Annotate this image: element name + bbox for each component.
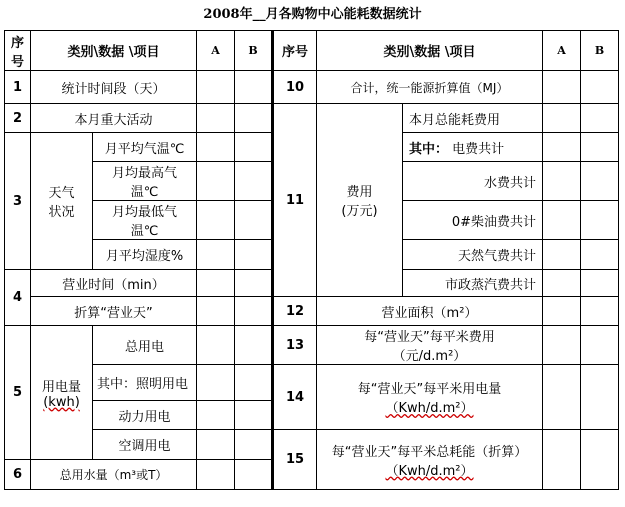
row-number: 2 [5, 104, 31, 133]
row-number: 6 [5, 460, 31, 490]
cell-a[interactable] [543, 162, 581, 201]
cell-a[interactable] [543, 297, 581, 326]
cell-a[interactable] [543, 365, 581, 430]
row-label: 总用电 [93, 326, 197, 365]
header-item-left: 类别\数据 \项目 [31, 31, 197, 71]
cell-b[interactable] [581, 104, 619, 133]
row-group-label: 用电量 (kwh) [31, 326, 93, 460]
cell-b[interactable] [235, 460, 273, 490]
cell-a[interactable] [543, 104, 581, 133]
row-label: 本月总能耗费用 [403, 104, 543, 133]
cell-a[interactable] [197, 240, 235, 270]
cell-b[interactable] [581, 162, 619, 201]
cell-b[interactable] [581, 133, 619, 162]
row-label: 每“营业天”每平米用电量 （Kwh/d.m²） [317, 365, 543, 430]
row-number: 13 [273, 326, 317, 365]
cell-a[interactable] [197, 430, 235, 460]
header-seq-right: 序号 [273, 31, 317, 71]
header-b-left: B [235, 31, 273, 71]
cell-b[interactable] [235, 365, 273, 401]
cell-a[interactable] [543, 270, 581, 297]
cell-a[interactable] [197, 133, 235, 162]
cell-b[interactable] [235, 326, 273, 365]
cell-b[interactable] [581, 365, 619, 430]
row-label: 每“营业天”每平米总耗能（折算） （Kwh/d.m²） [317, 430, 543, 490]
cell-a[interactable] [197, 326, 235, 365]
row-label: 其中： 电费共计 [403, 133, 543, 162]
header-b-right: B [581, 31, 619, 71]
header-seq-left: 序号 [5, 31, 31, 71]
sheet-title: 2008年__月各购物中心能耗数据统计 [203, 7, 422, 22]
row-label: 月均最低气温℃ [93, 201, 197, 240]
row-number: 5 [5, 326, 31, 460]
row-label: 动力用电 [93, 401, 197, 430]
row-label: 每“营业天”每平米费用 （元/d.m²） [317, 326, 543, 365]
cell-a[interactable] [197, 460, 235, 490]
cell-b[interactable] [581, 270, 619, 297]
row-number: 4 [5, 270, 31, 326]
cell-b[interactable] [581, 201, 619, 240]
cell-a[interactable] [543, 240, 581, 270]
row-label: 月均最高气温℃ [93, 162, 197, 201]
cell-b[interactable] [581, 326, 619, 365]
row-label: 空调用电 [93, 430, 197, 460]
row-number: 3 [5, 133, 31, 270]
cell-b[interactable] [235, 240, 273, 270]
cell-b[interactable] [235, 401, 273, 430]
row-label: 统计时间段（天） [31, 71, 197, 104]
row-number: 15 [273, 430, 317, 490]
cell-a[interactable] [197, 297, 235, 326]
row-label: 合计，统一能源折算值（MJ） [317, 71, 543, 104]
header-item-right: 类别\数据 \项目 [317, 31, 543, 71]
cell-b[interactable] [581, 297, 619, 326]
row-label: 总用水量（m³或T） [31, 460, 197, 490]
row-label: 0#柴油费共计 [403, 201, 543, 240]
cell-a[interactable] [543, 133, 581, 162]
row-label: 水费共计 [403, 162, 543, 201]
cell-b[interactable] [581, 240, 619, 270]
energy-table [4, 30, 619, 490]
cell-b[interactable] [235, 71, 273, 104]
row-number: 12 [273, 297, 317, 326]
row-number: 14 [273, 365, 317, 430]
cell-b[interactable] [235, 104, 273, 133]
row-label: 月平均湿度% [93, 240, 197, 270]
cell-b[interactable] [235, 133, 273, 162]
row-number: 11 [273, 104, 317, 297]
row-label: 月平均气温℃ [93, 133, 197, 162]
cell-b[interactable] [581, 430, 619, 490]
cell-a[interactable] [543, 430, 581, 490]
row-label: 天然气费共计 [403, 240, 543, 270]
cell-b[interactable] [235, 270, 273, 297]
cell-a[interactable] [197, 201, 235, 240]
row-group-label: 天气状况 [31, 133, 93, 270]
row-label: 营业面积（m²） [317, 297, 543, 326]
row-label: 其中：照明用电 [93, 365, 197, 401]
cell-b[interactable] [235, 201, 273, 240]
cell-a[interactable] [543, 326, 581, 365]
cell-a[interactable] [543, 71, 581, 104]
row-label: 营业时间（min） [31, 270, 197, 297]
cell-a[interactable] [197, 401, 235, 430]
row-number: 1 [5, 71, 31, 104]
cell-a[interactable] [197, 104, 235, 133]
row-label: 市政蒸汽费共计 [403, 270, 543, 297]
cell-a[interactable] [197, 365, 235, 401]
header-a-left: A [197, 31, 235, 71]
cell-a[interactable] [543, 201, 581, 240]
row-number: 10 [273, 71, 317, 104]
cell-a[interactable] [197, 162, 235, 201]
row-label: 本月重大活动 [31, 104, 197, 133]
row-label: 折算“营业天” [31, 297, 197, 326]
header-a-right: A [543, 31, 581, 71]
cell-b[interactable] [235, 162, 273, 201]
cell-b[interactable] [235, 297, 273, 326]
cell-a[interactable] [197, 71, 235, 104]
cell-b[interactable] [581, 71, 619, 104]
row-group-label: 费用 (万元) [317, 104, 403, 297]
cell-a[interactable] [197, 270, 235, 297]
cell-b[interactable] [235, 430, 273, 460]
